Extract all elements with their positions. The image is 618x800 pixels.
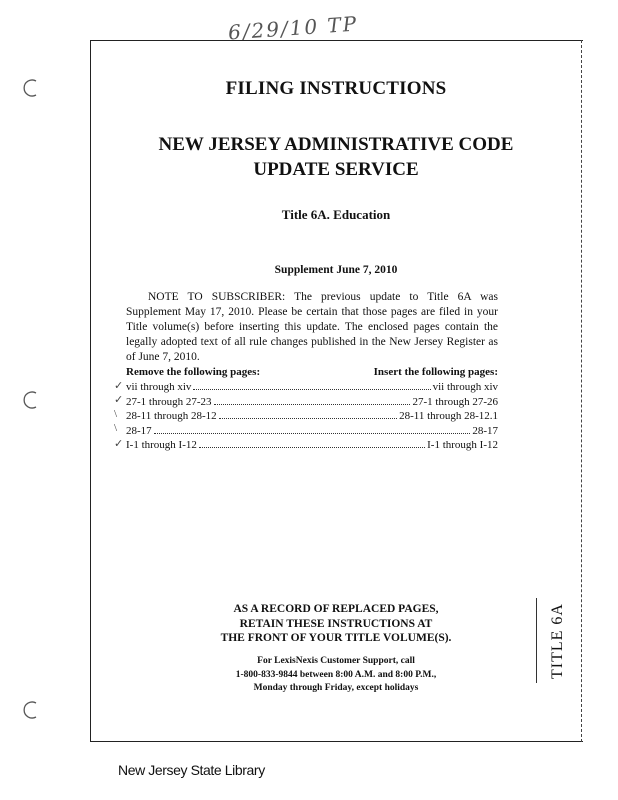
retain-notice	[90, 602, 582, 646]
customer-support	[90, 655, 582, 696]
remove-header: Remove the following pages:	[126, 366, 261, 378]
title-tab	[534, 597, 582, 685]
table-row	[126, 424, 498, 439]
support-line-2: 1-800-833-9844 between 8:00 A.M. and 8:00 P.M.,	[235, 669, 437, 680]
table-row	[126, 438, 498, 453]
table-row	[126, 409, 498, 424]
table-row	[126, 380, 498, 395]
retain-line-2: RETAIN THESE INSTRUCTIONS AT	[239, 617, 433, 630]
subtitle: Title 6A. Education	[281, 207, 391, 222]
support-line-3: Monday through Friday, except holidays	[253, 683, 419, 693]
remove-pages: I-1 through I-12	[126, 439, 197, 451]
remove-pages: vii through xiv	[126, 381, 192, 393]
binder-hole-middle	[22, 390, 42, 410]
code-title-line-2: UPDATE SERVICE	[253, 159, 419, 180]
binder-hole-top	[22, 78, 42, 98]
leader-dots	[199, 438, 425, 448]
insert-pages: 27-1 through 27-26	[412, 395, 498, 408]
binder-hole-bottom	[22, 700, 42, 720]
code-title	[90, 132, 582, 182]
remove-pages: 27-1 through 27-23	[126, 395, 212, 408]
title-tab-label: TITLE 6A	[549, 603, 566, 679]
retain-line-3: THE FRONT OF YOUR TITLE VOLUME(S).	[220, 632, 452, 644]
insert-pages: vii through xiv	[432, 381, 498, 393]
checkmark-icon: ✓	[114, 380, 124, 392]
checkmark-icon: \	[114, 408, 118, 420]
leader-dots	[214, 395, 411, 405]
checkmark-icon: \	[114, 422, 118, 434]
insert-pages: I-1 through I-12	[427, 439, 498, 451]
handwritten-date-note: 6/29/10 TP	[227, 11, 359, 45]
insert-pages: 28-11 through 28-12.1	[399, 410, 498, 422]
library-stamp: New Jersey State Library	[118, 762, 265, 778]
table-row	[126, 395, 498, 410]
leader-dots	[219, 409, 397, 419]
filing-table	[126, 380, 498, 453]
remove-pages: 28-17	[126, 424, 152, 437]
checkmark-icon: ✓	[114, 394, 124, 406]
filing-table-header	[126, 366, 498, 380]
insert-header: Insert the following pages:	[373, 366, 498, 378]
insert-pages: 28-17	[472, 424, 498, 437]
support-line-1: For LexisNexis Customer Support, call	[257, 656, 415, 666]
retain-line-1: AS A RECORD OF REPLACED PAGES,	[233, 603, 439, 615]
leader-dots	[154, 424, 471, 434]
checkmark-icon: ✓	[114, 438, 124, 450]
page-title: FILING INSTRUCTIONS	[225, 78, 447, 99]
leader-dots	[193, 380, 430, 390]
note-to-subscriber: NOTE TO SUBSCRIBER: The previous update to Title 6A was Supplement May 17, 2010. Please be certain that those pages are filed in your Title volume(s) before inserting this update. The enclosed pages contain the legally adopted text of all rule changes published in the New Jersey Register as of June 7, 2010.	[126, 291, 498, 363]
code-title-line-1: NEW JERSEY ADMINISTRATIVE CODE	[158, 134, 514, 155]
remove-pages: 28-11 through 28-12	[126, 410, 217, 422]
supplement-date: Supplement June 7, 2010	[274, 264, 398, 276]
